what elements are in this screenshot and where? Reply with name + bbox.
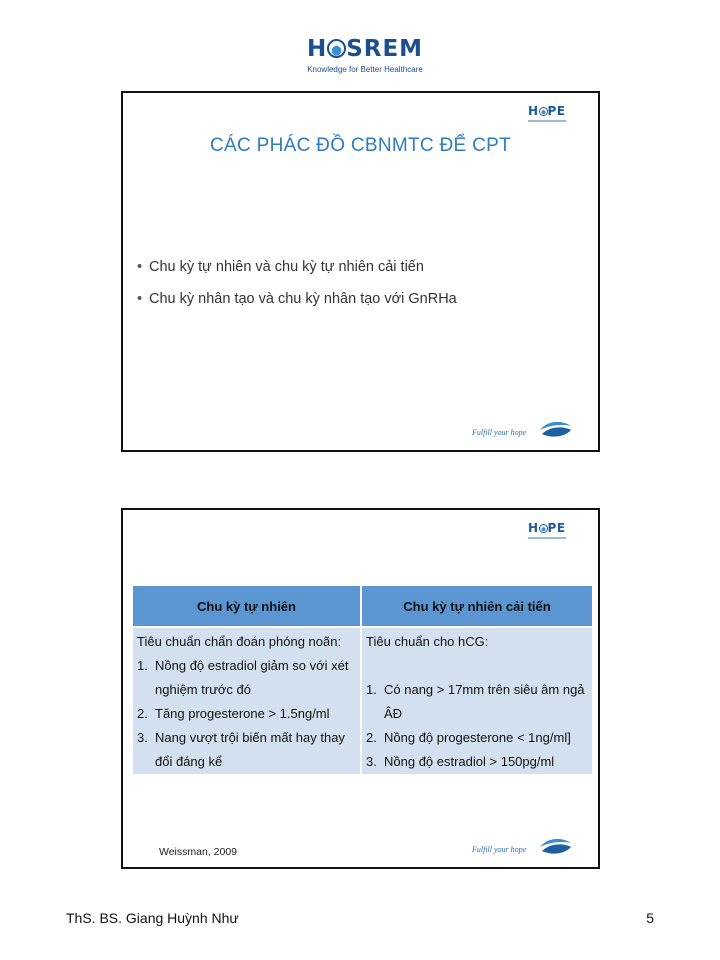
slide-2	[121, 508, 600, 869]
hope-logo-eye-icon	[539, 524, 548, 533]
bullet-item: • Chu kỳ nhân tạo và chu kỳ nhân tạo với GnRHa	[137, 283, 457, 315]
slide-footer-slogan	[472, 835, 572, 857]
slogan-text: Fulfill your hope	[472, 428, 527, 437]
wave-logo-icon	[538, 418, 572, 440]
list-item: 1. Nồng độ estradiol giảm so với xét nghiệm trước đó	[137, 658, 349, 697]
hosrem-logo-wordmark: H SREM	[306, 36, 424, 62]
footer-author: ThS. BS. Giang Huỳnh Như	[66, 910, 239, 926]
table-header-modified-natural-cycle: Chu kỳ tự nhiên cải tiến	[361, 586, 592, 627]
table-cell-left	[133, 627, 361, 774]
criteria-list	[366, 678, 588, 774]
hope-logo-eye-icon	[539, 107, 548, 116]
wave-logo-icon	[538, 835, 572, 857]
list-item: 1. Có nang > 17mm trên siêu âm ngả ÂĐ	[366, 682, 585, 721]
hosrem-tagline: Knowledge for Better Healthcare	[307, 65, 423, 74]
hope-logo: H PE	[528, 522, 572, 542]
slide-1	[121, 91, 600, 452]
slogan-text: Fulfill your hope	[472, 845, 527, 854]
citation: Weissman, 2009	[159, 846, 238, 858]
table-cell-right	[361, 627, 592, 774]
table-header-natural-cycle: Chu kỳ tự nhiên	[133, 586, 361, 627]
slide-footer-slogan	[472, 418, 572, 440]
list-item: 2. Nồng độ progesterone < 1ng/ml]	[366, 730, 571, 745]
cell-intro: Tiêu chuẩn chẩn đoán phóng noãn:	[137, 634, 342, 649]
hope-logo: H PE	[528, 105, 572, 125]
hosrem-logo	[300, 36, 430, 82]
list-item: 2. Tăng progesterone > 1.5ng/ml	[137, 706, 330, 721]
bullet-list	[137, 251, 457, 315]
table-row	[133, 627, 592, 774]
list-item: 3. Nồng độ estradiol > 150pg/ml	[366, 754, 555, 769]
hosrem-logo-eye-icon	[327, 39, 346, 58]
bullet-item: • Chu kỳ tự nhiên và chu kỳ tự nhiên cải tiến	[137, 251, 457, 283]
page-number: 5	[646, 910, 654, 926]
criteria-list	[137, 654, 356, 774]
cell-intro: Tiêu chuẩn cho hCG:	[366, 634, 489, 649]
comparison-table	[133, 586, 592, 774]
table-header-row	[133, 586, 592, 627]
list-item: 3. Nang vượt trội biến mất hay thay đổi đáng kể	[137, 730, 345, 769]
slide-title: CÁC PHÁC ĐỒ CBNMTC ĐỂ CPT	[210, 135, 511, 156]
